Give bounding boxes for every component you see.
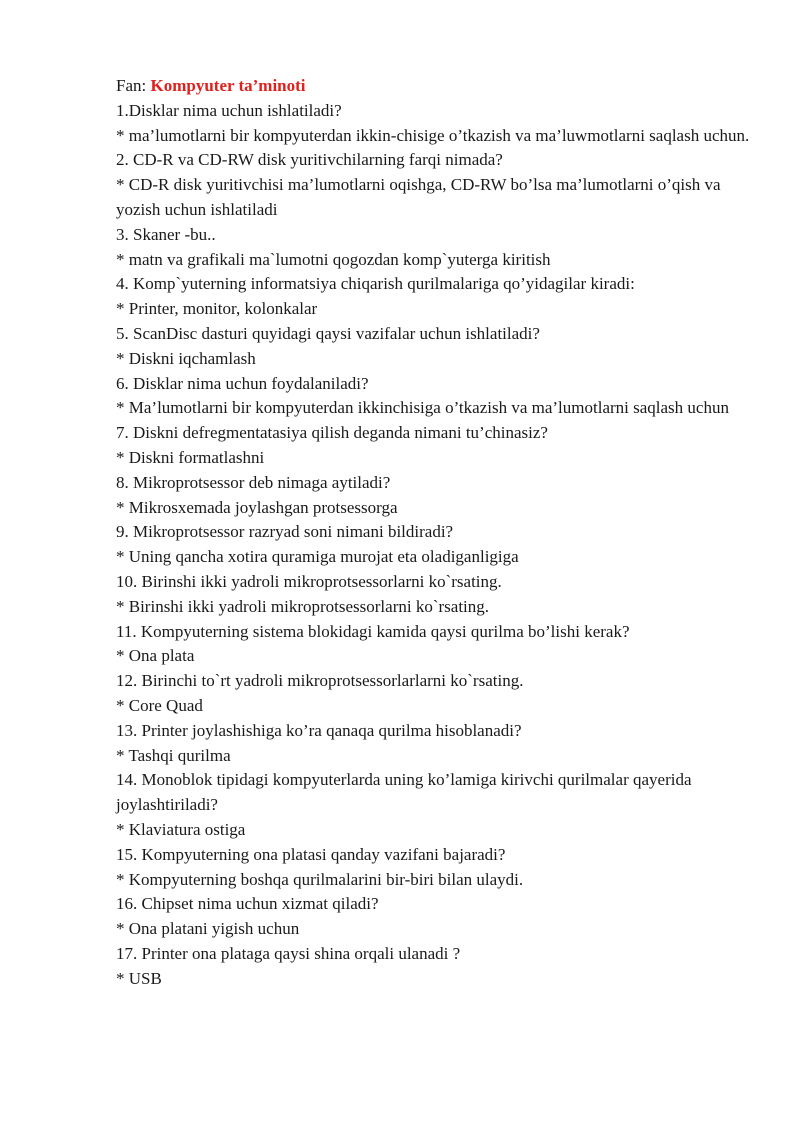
answer-16: * Ona platani yigish uchun (116, 919, 300, 939)
answer-12: * Core Quad (116, 695, 203, 715)
answer-3: * matn va grafikali ma`lumotni qogozdan komp`yuterga kiritish (116, 249, 551, 269)
question-15: 15. Kompyuterning ona platasi qanday vazifani bajaradi? (116, 844, 506, 864)
question-4: 4. Komp`yuterning informatsiya chiqarish qurilmalariga qo’yidagilar kiradi: (116, 274, 635, 294)
answer-13: * Tashqi qurilma (116, 745, 231, 765)
question-8: 8. Mikroprotsessor deb nimaga aytiladi? (116, 472, 391, 492)
question-6: 6. Disklar nima uchun foydalaniladi? (116, 373, 369, 393)
question-16: 16. Chipset nima uchun xizmat qiladi? (116, 894, 379, 914)
answer-8: * Mikrosxemada joylashgan protsessorga (116, 497, 398, 517)
question-10: 10. Birinshi ikki yadroli mikroprotsessorlarni ko`rsating. (116, 571, 502, 591)
question-9: 9. Mikroprotsessor razryad soni nimani bildiradi? (116, 522, 454, 542)
answer-5: * Diskni iqchamlash (116, 348, 256, 368)
question-17: 17. Printer ona plataga qaysi shina orqali ulanadi ? (116, 943, 461, 963)
subject-label: Fan: (116, 76, 147, 95)
question-14: 14. Monoblok tipidagi kompyuterlarda uning ko’lamiga kirivchi qurilmalar qayerida joylashtiriladi? (116, 770, 692, 815)
question-11: 11. Kompyuterning sistema blokidagi kamida qaysi qurilma bo’lishi kerak? (116, 621, 630, 641)
answer-11: * Ona plata (116, 646, 195, 666)
subject-title: Kompyuter ta’minoti (150, 76, 306, 95)
question-3: 3. Skaner -bu.. (116, 224, 216, 244)
answer-4: * Printer, monitor, kolonkalar (116, 299, 318, 319)
answer-6: * Ma’lumotlarni bir kompyuterdan ikkinchisiga o’tkazish va ma’lumotlarni saqlash uchun (116, 398, 729, 418)
question-1: 1.Disklar nima uchun ishlatiladi? (116, 100, 342, 120)
answer-2: * CD-R disk yuritivchisi ma’lumotlarni oqishga, CD-RW bo’lsa ma’lumotlarni o’qish va yozish uchun ishlatiladi (116, 175, 721, 219)
question-12: 12. Birinchi to`rt yadroli mikroprotsessorlarlarni ko`rsating. (116, 671, 524, 691)
question-5: 5. ScanDisc dasturi quyidagi qaysi vazifalar uchun ishlatiladi? (116, 323, 540, 343)
subject-line (116, 74, 756, 99)
answer-7: * Diskni formatlashni (116, 447, 265, 467)
answer-17: * USB (116, 968, 162, 988)
answer-15: * Kompyuterning boshqa qurilmalarini bir-biri bilan ulaydi. (116, 869, 524, 889)
question-7: 7. Diskni defregmentatasiya qilish deganda nimani tu’chinasiz? (116, 423, 548, 443)
answer-10: * Birinshi ikki yadroli mikroprotsessorlarni ko`rsating. (116, 596, 490, 616)
document-body (116, 74, 756, 991)
answer-1: * ma’lumotlarni bir kompyuterdan ikkin-chisige o’tkazish va ma’luwmotlarni saqlash uchun. (116, 125, 750, 145)
question-13: 13. Printer joylashishiga ko’ra qanaqa qurilma hisoblanadi? (116, 720, 522, 740)
question-2: 2. CD-R va CD-RW disk yuritivchilarning farqi nimada? (116, 150, 503, 170)
answer-9: * Uning qancha xotira quramiga murojat eta oladiganligiga (116, 547, 519, 567)
answer-14: * Klaviatura ostiga (116, 819, 246, 839)
